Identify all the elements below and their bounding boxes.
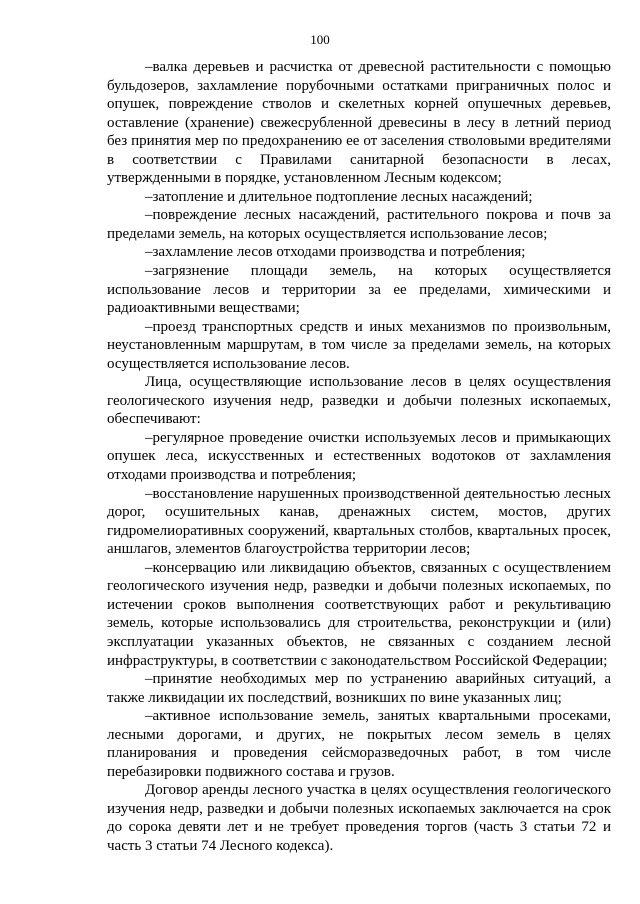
list-item-text: повреждение лесных насаждений, растительного покрова и почв за пределами земель, на которых осуществляется использование лесов; [107, 207, 611, 242]
list-item [107, 429, 611, 485]
list-item-text: активное использование земель, занятых квартальными просеками, лесными дорогами, и других, не покрытых лесом земель в целях планирования и проведения сейсморазведочных работ, в том числе перебазировки подвижного состава и грузов. [107, 708, 611, 780]
list-item [107, 262, 611, 318]
paragraph: Договор аренды лесного участка в целях осуществления геологического изучения недр, разведки и добычи полезных ископаемых заключается на срок до сорока девяти лет и не требует проведения торгов (часть 3 статьи 72 и часть 3 статьи 74 Лесного кодекса). [107, 782, 611, 854]
list-item-text: захламление лесов отходами производства и потребления; [152, 244, 526, 261]
list-item [107, 707, 611, 781]
list-item [107, 58, 611, 188]
list-item-text: консервацию или ликвидацию объектов, связанных с осуществлением геологического изучения недр, разведки и добычи полезных ископаемых, по истечении сроков выполнения соответствующих работ и рекультивацию земель, которые использовались для строительства, реконструкции и (или) эксплуатации указанных объектов, не связанных с созданием лесной инфраструктуры, в соответствии с законодательством Российской Федерации; [107, 559, 611, 669]
list-item-text: принятие необходимых мер по устранению аварийных ситуаций, а также ликвидации их последствий, возникших по вине указанных лиц; [107, 671, 611, 706]
list-dash: – [145, 559, 153, 576]
document-body [107, 58, 611, 856]
list-item-text: регулярное проведение очистки используемых лесов и примыкающих опушек леса, искусственных и естественных водотоков от захламления отходами производства и потребления; [107, 429, 611, 484]
list-dash: – [145, 263, 153, 280]
list-dash: – [145, 485, 153, 502]
list-item [107, 318, 611, 374]
list-dash: – [145, 318, 153, 335]
list-item [107, 188, 611, 207]
list-item-text: затопление и длительное подтопление лесных насаждений; [152, 188, 533, 205]
list-dash: – [145, 429, 153, 446]
list-item [107, 670, 611, 707]
list-dash: – [145, 188, 153, 205]
list-item-text: валка деревьев и расчистка от древесной растительности с помощью бульдозеров, захламление порубочными остатками приграничных полос и опушек, повреждение стволов и скелетных корней опушечных деревьев, оставление (хранение) свежесрубленной древесины в лесу в летний период без принятия мер по предохранению ее от заселения стволовыми вредителями в соответствии с Правилами санитарной безопасности в лесах, утвержденными в порядке, установленном Лесным кодексом; [107, 59, 611, 187]
paragraph: Лица, осуществляющие использование лесов в целях осуществления геологического изучения недр, разведки и добычи полезных ископаемых, обеспечивают: [107, 374, 611, 428]
list-item [107, 206, 611, 243]
list-dash: – [145, 671, 153, 688]
list-item-text: восстановление нарушенных производственной деятельностью лесных дорог, осушительных канав, дренажных систем, мостов, других гидромелиоративных сооружений, квартальных столбов, квартальных просек, аншлагов, элементов благоустройства территории лесов; [107, 485, 611, 558]
list-dash: – [145, 59, 153, 75]
list-item [107, 485, 611, 559]
list-item-text: проезд транспортных средств и иных механизмов по произвольным, неустановленным маршрутам, в том числе за пределами земель, на которых осуществляется использование лесов. [107, 318, 611, 372]
list-item-text: загрязнение площади земель, на которых осуществляется использование лесов и территории за ее пределами, химическими и радиоактивными веществами; [107, 263, 611, 317]
list-dash: – [145, 207, 153, 224]
list-item [107, 243, 611, 262]
list-dash: – [145, 244, 153, 261]
page-number: 100 [310, 32, 330, 47]
list-item [107, 559, 611, 670]
list-dash: – [145, 708, 153, 725]
